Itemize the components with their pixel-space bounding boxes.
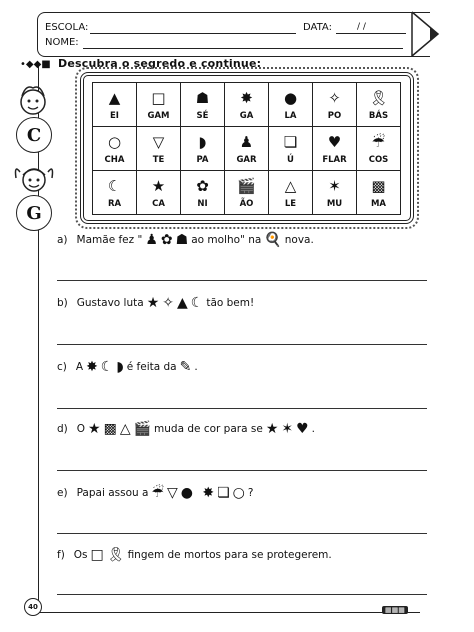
sentence-text — [196, 487, 199, 499]
instruction-text: Descubra o segredo e continue: — [58, 57, 262, 70]
code-symbol-icon: △ — [284, 177, 297, 195]
code-symbol-icon: ○ — [107, 133, 122, 151]
code-cell — [181, 171, 225, 215]
sentence-text: O — [76, 423, 86, 435]
sentence-symbol-icon: ◗ — [116, 359, 124, 375]
exercise-label: e) — [57, 487, 68, 499]
code-syllable: COS — [368, 154, 389, 165]
sentence-symbol-icon: ★ — [88, 421, 101, 437]
answer-line-f[interactable] — [57, 594, 427, 595]
page-number: 40 — [24, 598, 42, 616]
exercise-label: f) — [57, 549, 65, 561]
sentence-symbol-icon: ✿ — [160, 232, 173, 248]
code-symbol-icon: 🎬 — [237, 177, 256, 195]
code-syllable: FLAR — [322, 154, 347, 165]
code-syllable: MA — [370, 198, 387, 209]
side-letter-c: C — [16, 117, 52, 153]
code-symbol-icon: ☔ — [371, 133, 386, 151]
sentence-text: . — [194, 361, 198, 373]
side-letter-g: G — [16, 195, 52, 231]
sentence-text: Papai assou a — [76, 487, 149, 499]
code-symbol-icon: ▽ — [152, 133, 165, 151]
exercise-sentence — [57, 360, 198, 374]
code-syllable: CHA — [104, 154, 125, 165]
code-cell — [269, 171, 313, 215]
sentence-symbol-icon: ♟ — [145, 232, 158, 248]
code-cell — [269, 83, 313, 127]
secret-code-table — [80, 72, 414, 224]
escola-field[interactable] — [90, 24, 296, 34]
code-symbol-icon: ▩ — [371, 177, 386, 195]
exercise-label: c) — [57, 361, 67, 373]
sentence-text: ? — [247, 487, 254, 499]
answer-line-b[interactable] — [57, 344, 427, 345]
exercise-sentence — [57, 548, 332, 562]
pencil-tip-icon — [410, 10, 440, 58]
exercise-sentence — [57, 422, 315, 436]
code-cell — [93, 127, 137, 171]
boy-face-icon — [16, 82, 50, 118]
sentence-symbol-icon: ❏ — [217, 485, 230, 501]
code-symbol-icon: 🎗 — [368, 89, 389, 107]
sentence-symbol-icon: ♥ — [296, 421, 309, 437]
exercise-sentence — [57, 296, 254, 310]
publisher-logo-icon: ▦▦▦ — [382, 606, 408, 614]
sentence-symbol-icon: ☾ — [190, 295, 204, 311]
sentence-symbol-icon: □ — [90, 547, 104, 563]
sentence-symbol-icon: ▽ — [167, 485, 178, 501]
code-cell — [313, 127, 357, 171]
code-cell — [93, 83, 137, 127]
sentence-text: A — [75, 361, 84, 373]
code-syllable: LE — [284, 198, 297, 209]
code-syllable: Ú — [287, 154, 294, 165]
code-syllable: ÃO — [239, 198, 254, 209]
code-syllable: PA — [196, 154, 209, 165]
code-cell — [357, 127, 401, 171]
code-cell — [225, 171, 269, 215]
exercise-label: d) — [57, 423, 68, 435]
code-symbol-icon: ▲ — [108, 89, 121, 107]
code-symbol-icon: ★ — [151, 177, 166, 195]
code-symbol-icon: ✸ — [240, 89, 253, 107]
answer-line-e[interactable] — [57, 533, 427, 534]
sentence-symbol-icon: ☔ — [151, 485, 164, 501]
nome-field[interactable] — [83, 39, 403, 49]
code-cell — [181, 83, 225, 127]
code-cell — [181, 127, 225, 171]
code-symbol-icon: ● — [283, 89, 298, 107]
data-field[interactable] — [336, 24, 406, 34]
sentence-text: tão bem! — [206, 297, 255, 309]
answer-line-c[interactable] — [57, 408, 427, 409]
code-symbol-icon: ◗ — [198, 133, 207, 151]
sentence-symbol-icon: 🎬 — [133, 421, 152, 437]
code-cell — [137, 171, 181, 215]
sentence-text: é feita da — [126, 361, 177, 373]
sentence-symbol-icon: 🎗 — [106, 547, 125, 563]
sentence-symbol-icon: ▲ — [176, 295, 188, 311]
exercise-sentence — [57, 233, 314, 247]
code-cell — [137, 83, 181, 127]
sentence-symbol-icon: ✸ — [86, 359, 98, 375]
code-syllable: PO — [327, 110, 342, 121]
code-symbol-icon: ✿ — [196, 177, 209, 195]
code-syllable: GAM — [147, 110, 170, 121]
code-symbol-icon: ☗ — [195, 89, 210, 107]
code-cell — [357, 83, 401, 127]
code-syllable: MU — [326, 198, 343, 209]
code-grid — [92, 82, 401, 215]
code-cell — [313, 83, 357, 127]
girl-face-icon — [12, 160, 56, 196]
sentence-text: Os — [73, 549, 88, 561]
sentence-symbol-icon: ✸ — [202, 485, 215, 501]
sentence-symbol-icon: ☾ — [100, 359, 114, 375]
code-cell — [225, 127, 269, 171]
code-symbol-icon: ✧ — [328, 89, 341, 107]
bottom-margin-line — [38, 612, 420, 613]
code-syllable: BÁS — [368, 110, 389, 121]
sentence-text: ao molho" na — [191, 234, 262, 246]
answer-line-d[interactable] — [57, 470, 427, 471]
sentence-text: Mamãe fez " — [76, 234, 143, 246]
sentence-symbol-icon: 🍳 — [264, 232, 282, 248]
code-cell — [269, 127, 313, 171]
answer-line-a[interactable] — [57, 280, 427, 281]
code-syllable: GAR — [236, 154, 257, 165]
sentence-text: nova. — [284, 234, 314, 246]
sentence-text: Gustavo luta — [76, 297, 144, 309]
sentence-symbol-icon: ★ — [146, 295, 160, 311]
code-cell — [93, 171, 137, 215]
escola-label: ESCOLA: — [45, 22, 89, 33]
sentence-symbol-icon: ✧ — [162, 295, 174, 311]
code-symbol-icon: □ — [151, 89, 166, 107]
data-label: DATA: — [303, 22, 332, 33]
sentence-symbol-icon: ✶ — [281, 421, 294, 437]
sentence-text: fingem de mortos para se protegerem. — [127, 549, 332, 561]
code-syllable: CA — [152, 198, 165, 209]
sentence-symbol-icon: ☗ — [175, 232, 189, 248]
code-syllable: GA — [239, 110, 254, 121]
date-slashes: / / — [357, 22, 366, 32]
nome-label: NOME: — [45, 37, 79, 48]
code-cell — [313, 171, 357, 215]
exercise-label: b) — [57, 297, 68, 309]
code-cell — [357, 171, 401, 215]
exercise-sentence — [57, 486, 253, 500]
code-symbol-icon: ✶ — [328, 177, 341, 195]
sentence-text: muda de cor para se — [154, 423, 263, 435]
arrow-bullet-icon: •◆◆■ — [20, 59, 51, 70]
code-symbol-icon: ♥ — [327, 133, 342, 151]
code-cell — [225, 83, 269, 127]
sentence-symbol-icon: ▩ — [103, 421, 117, 437]
sentence-symbol-icon: ★ — [265, 421, 279, 437]
code-symbol-icon: ♟ — [239, 133, 254, 151]
code-syllable: LA — [284, 110, 297, 121]
code-syllable: NI — [197, 198, 208, 209]
code-symbol-icon: ❏ — [283, 133, 298, 151]
sentence-symbol-icon: ● — [180, 485, 193, 501]
code-syllable: RA — [107, 198, 122, 209]
exercise-label: a) — [57, 234, 68, 246]
header-box — [37, 12, 430, 57]
code-cell — [137, 127, 181, 171]
sentence-symbol-icon: ✎ — [179, 359, 192, 375]
code-syllable: TE — [152, 154, 165, 165]
code-syllable: SÉ — [196, 110, 209, 121]
code-symbol-icon: ☾ — [107, 177, 122, 195]
code-syllable: EI — [110, 110, 119, 121]
sentence-symbol-icon: ○ — [232, 485, 245, 501]
sentence-text: . — [311, 423, 316, 435]
sentence-symbol-icon: △ — [119, 421, 131, 437]
